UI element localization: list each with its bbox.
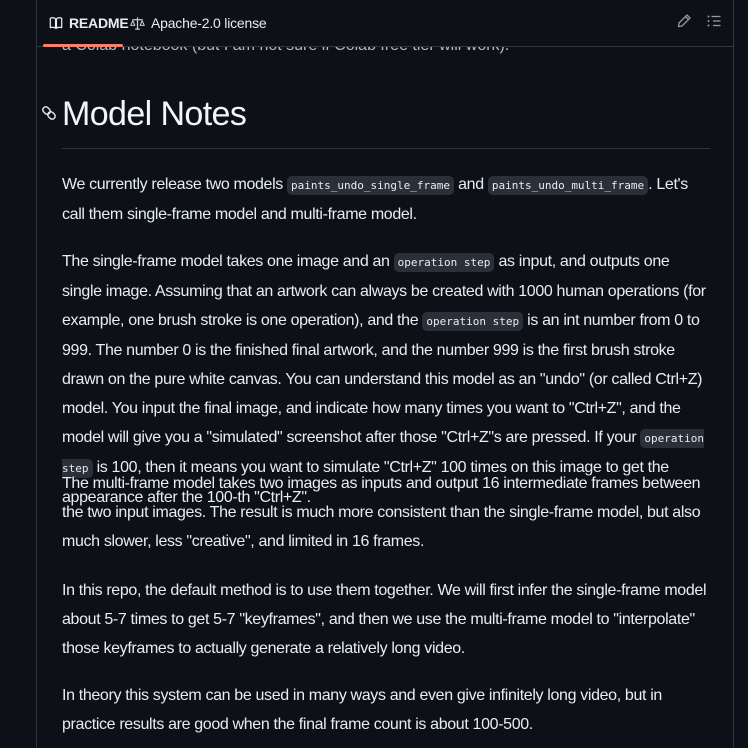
outline-button[interactable] [702,11,726,35]
edit-file-button[interactable] [672,11,696,35]
book-icon [49,16,63,30]
paragraph-single-frame: The single-frame model takes one image and an operation step as input, and outputs one single image. Assuming that an artwork can always be created with 1000 human operations (for example, one brush stroke is one operation), and the operation step is an int number from 0 to 999. The number 0 is the finished final artwork, and the number 999 is the first brush stroke drawn on the pure white canvas. You can understand this model as an "undo" (or called Ctrl+Z) model. You input the final image, and indicate how many times you want to "Ctrl+Z", and the model will give you a "simulated" screenshot after those "Ctrl+Z"s are pressed. If your operation step is 100, then it means you want to simulate "Ctrl+Z" 100 times on this image to get the appearance after the 100-th "Ctrl+Z". [62,253,706,506]
paragraph-default-method: In this repo, the default method is to use them together. We will first infer the single-frame model about 5-7 times to get 5-7 "keyframes", and then we use the multi-frame model to "interpolate" those keyframes to actually generate a relatively long video. [62,582,707,657]
active-tab-indicator [43,44,123,47]
tab-license-label: Apache-2.0 license [151,15,267,31]
link-icon[interactable] [42,105,56,126]
tab-readme-label: README [69,15,129,31]
paragraph-models: We currently release two models paints_undo_single_frame and paints_undo_multi_frame . Let's call them single-frame model and multi-frame model. [62,176,688,223]
readme-tab-bar [37,0,733,47]
list-icon [706,13,722,34]
code-multi-frame: paints_undo_multi_frame [488,176,648,195]
tab-readme[interactable] [49,0,128,46]
code-single-frame: paints_undo_single_frame [287,176,454,195]
code-operation-step: operation step [394,253,495,272]
code-operation-step: operation step [422,312,523,331]
section-heading [62,90,710,149]
pencil-icon [676,13,692,34]
code-operation-step: operation step [62,429,704,478]
tab-license[interactable] [130,0,266,46]
paragraph-multi-frame: The multi-frame model takes two images as inputs and output 16 intermediate frames between the two input images. The result is much more consistent than the single-frame model, but also much slower, less "creative", and limited in 16 frames. [62,475,701,550]
scale-icon [130,16,145,31]
paragraph-theory: In theory this system can be used in many ways and even give infinitely long video, but in practice results are good when the final frame count is about 100-500. [62,687,662,733]
page-title: Model Notes [62,95,247,133]
